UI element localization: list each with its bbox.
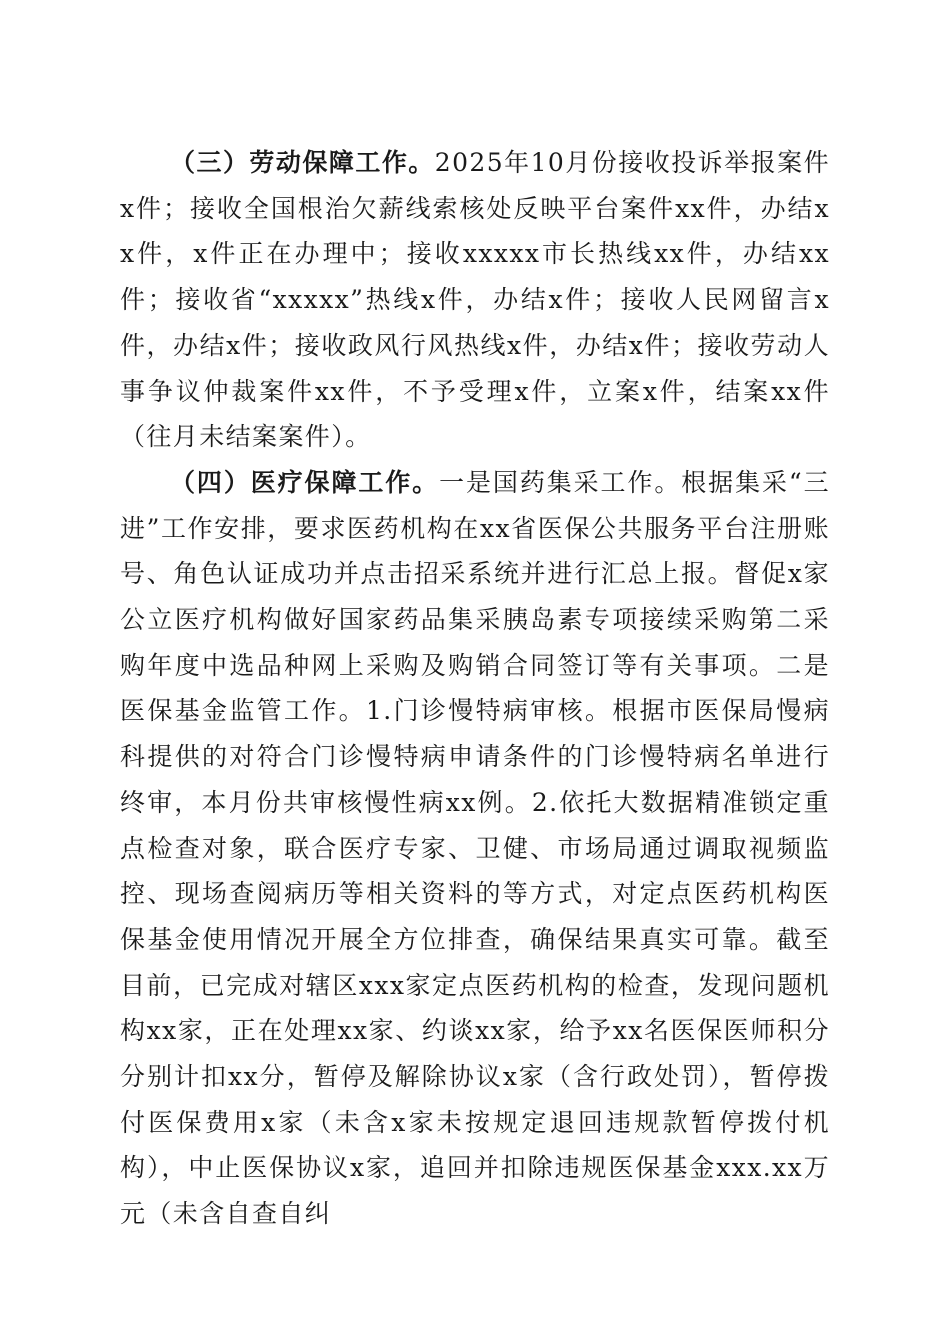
section-heading-medical-security: （四）医疗保障工作。 xyxy=(170,467,440,497)
paragraph-text-medical-security: 一是国药集采工作。根据集采“三进”工作安排，要求医药机构在xx省医保公共服务平台注册账号、角色认证成功并点击招采系统并进行汇总上报。督促x家公立医疗机构做好国家药品集采胰岛素专项接续采购第二采购年度中选品种网上采购及购销合同签订等有关事项。二是医保基金监管工作。1.门诊慢特病审核。根据市医保局慢病科提供的对符合门诊慢特病申请条件的门诊慢特病名单进行终审，本月份共审核慢性病xx例。2.依托大数据精准锁定重点检查对象，联合医疗专家、卫健、市场局通过调取视频监控、现场查阅病历等相关资料的等方式，对定点医药机构医保基金使用情况开展全方位排查，确保结果真实可靠。截至目前，已完成对辖区xxx家定点医药机构的检查，发现问题机构xx家，正在处理xx家、约谈xx家，给予xx名医保医师积分分别计扣xx分，暂停及解除协议x家（含行政处罚），暂停拨付医保费用x家（未含x家未按规定退回违规款暂停拨付机构），中止医保协议x家，追回并扣除违规医保基金xxx.xx万元（未含自查自纠 xyxy=(120,467,830,1229)
paragraph-text-labor-security: 2025年10月份接收投诉举报案件x件；接收全国根治欠薪线索核处反映平台案件xx件，办结xx件，x件正在办理中；接收xxxxx市长热线xx件，办结xx件；接收省“xxxxx”热线x件，办结x件；接收人民网留言x件，办结x件；接收政风行风热线x件，办结x件；接收劳动人事争议仲裁案件xx件，不予受理x件，立案x件，结案xx件（往月未结案案件）。 xyxy=(120,148,830,452)
paragraph-medical-security xyxy=(120,460,830,1237)
section-heading-labor-security: （三）劳动保障工作。 xyxy=(170,148,435,177)
document-body xyxy=(120,140,830,1237)
paragraph-labor-security xyxy=(120,140,830,460)
